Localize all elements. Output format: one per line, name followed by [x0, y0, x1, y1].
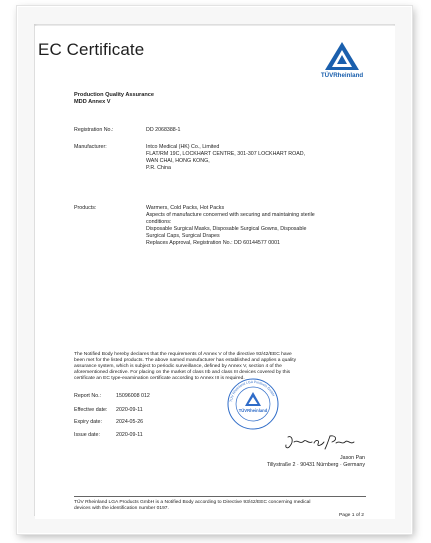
manufacturer-line-1: Intco Medical (HK) Co., Limited	[146, 144, 220, 150]
stamp-ring-text: TÜV Rheinland LGA Products GmbH	[229, 379, 276, 403]
expiry-date-value: 2024-05-26	[116, 419, 144, 425]
report-value: 15096008 012	[116, 393, 150, 399]
footer-line-1: TÜV Rheinland LGA Products GmbH is a Notified Body according to Directive 93/42/EEC concerning medical	[74, 500, 311, 505]
products-line-3: conditions:	[146, 219, 172, 225]
products-line-1: Warmers, Cold Packs, Hot Packs	[146, 205, 225, 211]
statement-line-4: aforementioned directive. For placing on the market of class IIb and class III devices covered by this	[74, 370, 291, 375]
effective-date-label: Effective date:	[74, 407, 108, 413]
notified-body-footer	[74, 500, 364, 512]
signer-address: Tillystraße 2 · 90431 Nürnberg · Germany	[266, 462, 365, 468]
manufacturer-line-4: P.R. China	[146, 165, 171, 171]
handwritten-signature-icon	[282, 433, 360, 451]
products-line-5: Surgical Caps, Surgical Drapes	[146, 233, 220, 239]
manufacturer-line-3: WAN CHAI, HONG KONG,	[146, 158, 210, 164]
official-stamp-icon	[226, 377, 280, 431]
declaration-statement	[74, 352, 364, 382]
statement-line-3: assurance system, which is subject to periodic surveillance, defined by Annex V, section 4 of the	[74, 364, 282, 369]
svg-text:TÜVRheinland: TÜVRheinland	[238, 408, 268, 413]
report-label: Report No.:	[74, 393, 102, 399]
certificate-title: EC Certificate	[38, 40, 145, 59]
statement-line-5: certificate an EC type-examination certificate according to Annex III is required.	[74, 376, 245, 381]
effective-date-value: 2020-09-11	[116, 407, 143, 413]
registration-value: DD 2068388-1	[146, 127, 181, 133]
logo-wordmark: TÜVRheinland	[320, 72, 364, 79]
products-line-2: Aspects of manufacture concerned with securing and maintaining sterile	[146, 212, 315, 218]
statement-line-1: The Notified Body hereby declares that the requirements of Annex V of the directive 93/42/EEC have	[74, 352, 292, 357]
products-line-6: Replaces Approval, Registration No.: DD 60144577 0001	[146, 240, 280, 246]
expiry-date-label: Expiry date:	[74, 419, 102, 425]
subtitle-mdd-annex: MDD Annex V	[74, 99, 111, 105]
issue-date-value: 2020-09-11	[116, 432, 143, 438]
products-label: Products:	[74, 205, 97, 211]
issue-date-label: Issue date:	[74, 432, 100, 438]
manufacturer-label: Manufacturer:	[74, 144, 107, 150]
signer-name: Jason Pan	[339, 455, 365, 461]
subtitle-production-quality-assurance: Production Quality Assurance	[74, 92, 154, 98]
tuv-rheinland-logo-icon	[319, 40, 365, 80]
footer-divider	[74, 496, 366, 497]
products-line-4: Disposable Surgical Masks, Disposable Surgical Gowns, Disposable	[146, 226, 307, 232]
statement-line-2: been met for the listed products. The above named manufacturer has established and applies a quality	[74, 358, 297, 363]
manufacturer-line-2: FLAT/RM 19C, LOCKHART CENTRE, 301-307 LOCKHART ROAD,	[146, 151, 306, 157]
footer-line-2: devices with the identification number 0197.	[74, 506, 169, 511]
page-number: Page 1 of 2	[338, 513, 364, 518]
registration-label: Registration No.:	[74, 127, 114, 133]
